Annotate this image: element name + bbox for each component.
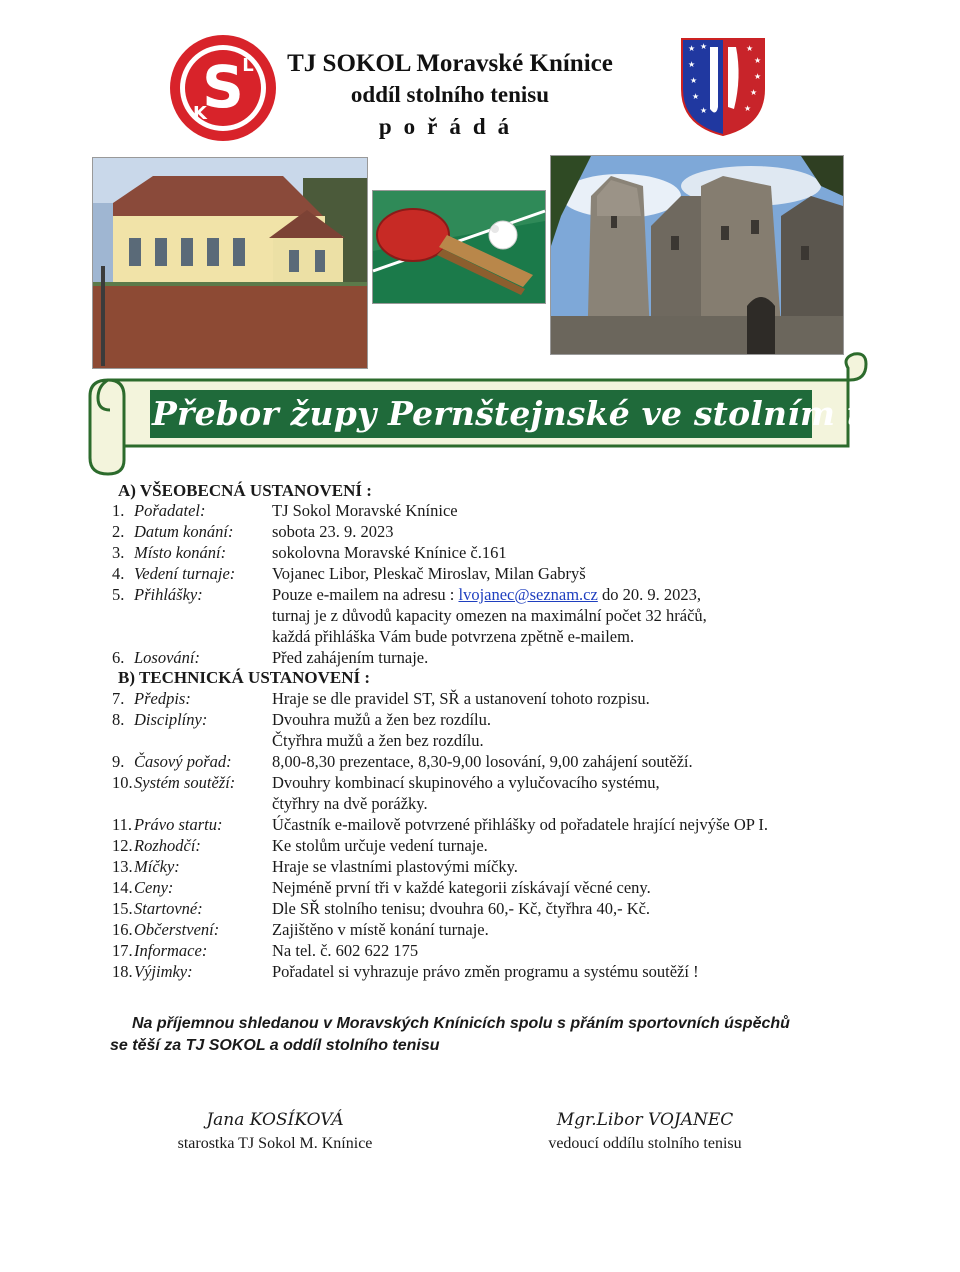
item-label: Datum konání: [134,522,234,541]
svg-text:★: ★ [700,42,708,51]
item-number: 5. [112,585,125,604]
item-label: Míčky: [134,857,180,876]
item-value: Čtyřhra mužů a žen bez rozdílu. [272,731,484,750]
item-number: 17. [112,941,133,960]
item-number: 6. [112,648,125,667]
item-value: Ke stolům určuje vedení turnaje. [272,836,488,855]
item-number: 11. [112,815,133,834]
item-number: 13. [112,857,133,876]
svg-text:★: ★ [690,76,698,85]
svg-text:★: ★ [692,92,700,101]
dept-title: oddíl stolního tenisu [350,82,550,107]
closing-note [110,1013,830,1057]
item-value: Dle SŘ stolního tenisu; dvouhra 60,- Kč, čtyřhra 40,- Kč. [272,899,651,918]
item-label: Právo startu: [134,815,223,834]
svg-text:★: ★ [688,60,696,69]
item-number: 4. [112,564,125,583]
item-number: 18. [112,962,133,981]
closing-line-1: Na příjemnou shledanou v Moravských Knínicích spolu s přáním sportovních úspěchů [132,1015,790,1032]
announce-word: pořádá [378,114,522,139]
item-label: Pořadatel: [134,501,206,520]
item-value: Hraje se vlastními plastovými míčky. [272,857,518,876]
item-label: Časový pořad: [134,752,232,771]
item-value: Dvouhra mužů a žen bez rozdílu. [272,710,491,729]
item-label: Předpis: [134,689,191,708]
signatory-name: Jana KOSÍKOVÁ [206,1110,344,1130]
signatory-name: Mgr.Libor VOJANEC [556,1110,734,1130]
svg-text:★: ★ [754,56,762,65]
item-value: Dvouhry kombinací skupinového a vylučovacího systému, [272,773,660,792]
table-tennis-photo [372,190,546,304]
item-label: Občerstvení: [134,920,220,939]
item-value: Hraje se dle pravidel ST, SŘ a ustanovení tohoto rozpisu. [272,689,650,708]
closing-line-2: se těší za TJ SOKOL a oddíl stolního tenisu [110,1037,440,1054]
item-value: Účastník e-mailově potvrzené přihlášky od pořadatele hrající nejvýše OP I. [272,815,769,834]
svg-text:K: K [193,103,207,124]
item-label: Disciplíny: [134,710,208,729]
item-value: sobota 23. 9. 2023 [272,522,394,541]
svg-text:★: ★ [700,106,708,115]
item-label: Systém soutěží: [134,773,236,792]
item-label: Rozhodčí: [134,836,201,855]
item-label: Startovné: [134,899,203,918]
item-value: 8,00-8,30 prezentace, 8,30-9,00 losování, 9,00 zahájení soutěží. [272,752,693,771]
item-number: 9. [112,752,125,771]
sokolovna-photo [92,157,368,369]
svg-text:★: ★ [744,104,752,113]
email-link[interactable]: lvojanec@seznam.cz [458,585,598,604]
item-value: TJ Sokol Moravské Knínice [272,501,458,520]
signature-right [520,1108,770,1156]
item-label: Ceny: [134,878,174,897]
item-label: Výjimky: [134,962,193,981]
svg-text:S: S [202,53,244,121]
item-value: Zajištěno v místě konání turnaje. [272,920,489,939]
item-value: Na tel. č. 602 622 175 [272,941,419,960]
item-value: Pořadatel si vyhrazuje právo změn programu a systému soutěží ! [272,962,699,981]
svg-text:L: L [242,55,254,76]
item-number: 12. [112,836,133,855]
pernstejn-castle-photo [550,155,844,355]
item-number: 1. [112,501,125,520]
item-number: 10. [112,773,133,792]
item-value: Před zahájením turnaje. [272,648,429,667]
banner-title: Přebor župy Pernštejnské ve stolním tenise [152,394,960,433]
svg-text:★: ★ [746,44,754,53]
item-number: 7. [112,689,125,708]
item-label: Informace: [134,941,208,960]
item-number: 14. [112,878,133,897]
section-a-heading: A) VŠEOBECNÁ USTANOVENÍ : [118,481,372,500]
item-value: každá přihláška Vám bude potvrzena zpětně e-mailem. [272,627,635,646]
item-value: Vojanec Libor, Pleskač Miroslav, Milan Gabryš [272,564,586,583]
item-label: Místo konání: [134,543,227,562]
item-number: 3. [112,543,125,562]
signatory-role: starostka TJ Sokol M. Knínice [177,1135,373,1152]
item-label: Vedení turnaje: [134,564,236,583]
svg-text:★: ★ [688,44,696,53]
svg-text:★: ★ [754,72,762,81]
item-value [272,584,701,605]
org-title: TJ SOKOL Moravské Knínice [287,50,613,77]
item-number: 2. [112,522,125,541]
item-number: 8. [112,710,125,729]
item-number: 15. [112,899,133,918]
section-b-heading: B) TECHNICKÁ USTANOVENÍ : [118,668,371,687]
item-number: 16. [112,920,133,939]
signature-left [150,1108,400,1156]
item-value: Nejméně první tři v každé kategorii získávají věcné ceny. [272,878,651,897]
item-label: Přihlášky: [134,585,203,604]
item-value: turnaj je z důvodů kapacity omezen na maximální počet 32 hráčů, [272,606,707,625]
municipal-crest-icon [680,37,766,137]
email-prefix: Pouze e-mailem na adresu : [272,585,459,604]
signatory-role: vedoucí oddílu stolního tenisu [548,1135,742,1152]
item-value: sokolovna Moravské Knínice č.161 [272,543,507,562]
item-label: Losování: [134,648,200,667]
svg-text:★: ★ [750,88,758,97]
item-value: čtyřhry na dvě porážky. [272,794,428,813]
email-deadline: do 20. 9. 2023, [601,585,701,604]
